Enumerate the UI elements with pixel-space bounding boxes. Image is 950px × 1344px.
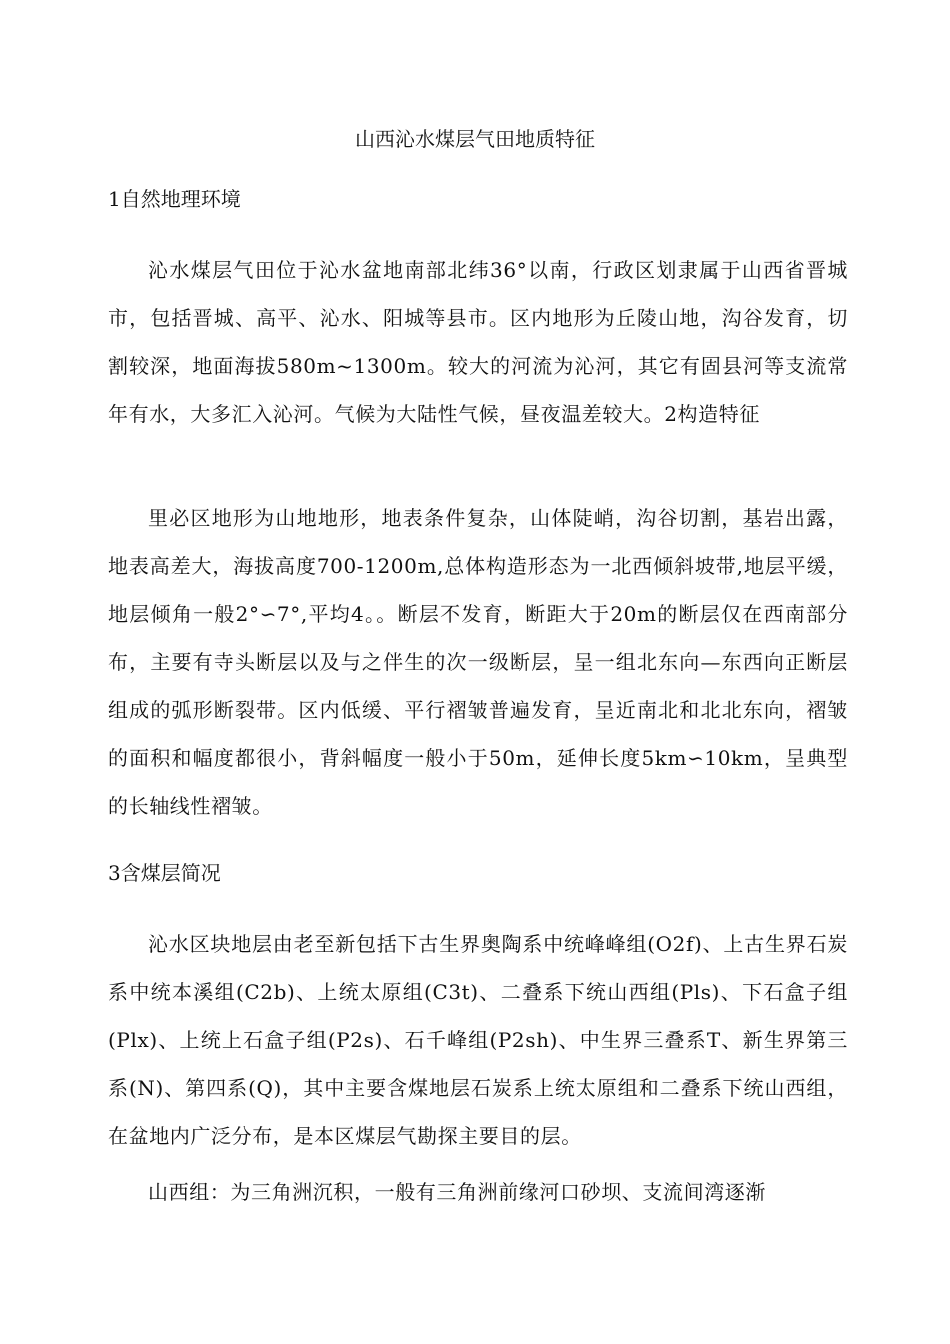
paragraph-coal-strata: 沁水区块地层由老至新包括下古生界奥陶系中统峰峰组(O2f)、上古生界石炭系中统本溪组(C2b)、上统太原组(C3t)、二叠系下统山西组(Pls)、下石盒子组(Plx)、上统上石盒子组(P2s)、石千峰组(P2sh)、中生界三叠系T、新生界第三系(N)、第四系(Q)，其中主要含煤地层石炭系上统太原组和二叠系下统山西组，在盆地内广泛分布，是本区煤层气勘探主要目的层。 bbox=[108, 932, 848, 1148]
paragraph-shanxi-formation: 山西组：为三角洲沉积，一般有三角洲前缘河口砂坝、支流间湾逐渐 bbox=[148, 1180, 766, 1204]
paragraph-structural-features: 里必区地形为山地地形，地表条件复杂，山体陡峭，沟谷切割，基岩出露，地表高差大，海拔高度700-1200m,总体构造形态为一北西倾斜坡带,地层平缓，地层倾角一般2°∽7°,平均4。。断层不发育，断距大于20m的断层仅在西南部分布，主要有寺头断层以及与之伴生的次一级断层，呈一组北东向—东西向正断层组成的弧形断裂带。区内低缓、平行褶皱普遍发育，呈近南北和北北东向，褶皱的面积和幅度都很小，背斜幅度一般小于50m，延伸长度5km∽10km，呈典型的长轴线性褶皱。 bbox=[108, 506, 848, 818]
document-title: 山西沁水煤层气田地质特征 bbox=[355, 127, 595, 151]
section-heading-natural-geography: 1自然地理环境 bbox=[108, 187, 241, 211]
section-heading-coal-strata: 3含煤层简况 bbox=[108, 861, 221, 885]
paragraph-natural-geography: 沁水煤层气田位于沁水盆地南部北纬36°以南，行政区划隶属于山西省晋城市，包括晋城、高平、沁水、阳城等县市。区内地形为丘陵山地，沟谷发育，切割较深，地面海拔580m~1300m。较大的河流为沁河，其它有固县河等支流常年有水，大多汇入沁河。气候为大陆性气候，昼夜温差较大。2构造特征 bbox=[108, 258, 848, 426]
